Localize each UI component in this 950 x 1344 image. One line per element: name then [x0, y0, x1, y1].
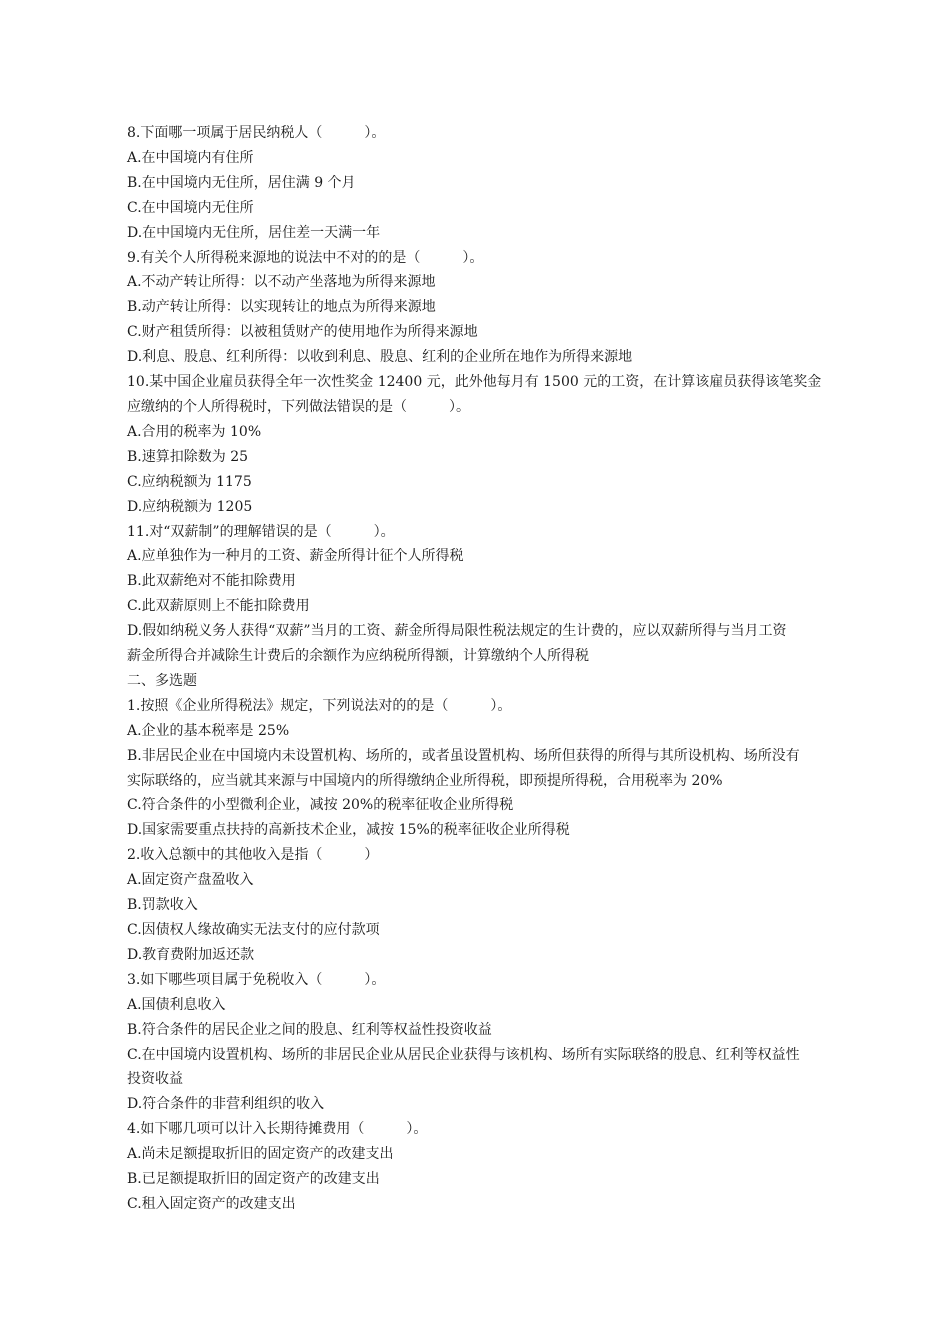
option-b: B.动产转让所得：以实现转让的地点为所得来源地 [127, 299, 436, 316]
option-d: D.在中国境内无住所，居住差一天满一年 [127, 224, 381, 241]
option-d: D.利息、股息、红利所得：以收到利息、股息、红利的企业所在地作为所得来源地 [127, 349, 633, 366]
option-c: C.在中国境内设置机构、场所的非居民企业从居民企业获得与该机构、场所有实际联络的股息、红利等权益性 [127, 1046, 800, 1063]
option-c: C.在中国境内无住所 [127, 199, 254, 216]
option-c: C.应纳税额为 1175 [127, 473, 252, 490]
option-b-continued: 实际联络的，应当就其来源与中国境内的所得缴纳企业所得税，即预提所得税，合用税率为 20% [127, 772, 723, 789]
option-c: C.财产租赁所得：以被租赁财产的使用地作为所得来源地 [127, 324, 478, 341]
option-d-continued: 薪金所得合并减除生计费后的余额作为应纳税所得额，计算缴纳个人所得税 [127, 648, 589, 665]
question-9: 9.有关个人所得税来源地的说法中不对的的是（ ）。 [127, 249, 484, 266]
option-b: B.此双薪绝对不能扣除费用 [127, 573, 296, 590]
option-a: A.国债利息收入 [127, 996, 226, 1013]
option-a: A.不动产转让所得：以不动产坐落地为所得来源地 [127, 274, 436, 291]
option-a: A.企业的基本税率是 25% [127, 722, 290, 739]
option-c-continued: 投资收益 [127, 1071, 183, 1088]
section-heading-multiple-choice: 二、多选题 [127, 672, 197, 689]
option-b: B.速算扣除数为 25 [127, 448, 249, 465]
option-c: C.此双薪原则上不能扣除费用 [127, 598, 310, 615]
option-d: D.应纳税额为 1205 [127, 498, 253, 515]
document-body [127, 121, 827, 1217]
mc-question-1: 1.按照《企业所得税法》规定，下列说法对的的是（ ）。 [127, 697, 512, 714]
option-c: C.因债权人缘故确实无法支付的应付款项 [127, 922, 380, 938]
option-d: D.假如纳税义务人获得“双薪”当月的工资、薪金所得局限性税法规定的生计费的，应以双薪所得与当月工资 [127, 623, 787, 640]
option-c: C.租入固定资产的改建支出 [127, 1195, 296, 1212]
option-b: B.罚款收入 [127, 897, 198, 914]
question-11: 11.对“双薪制”的理解错误的是（ ）。 [127, 523, 395, 540]
mc-question-4: 4.如下哪几项可以计入长期待摊费用（ ）。 [127, 1121, 428, 1138]
option-a: A.合用的税率为 10% [127, 423, 262, 440]
question-10-continued: 应缴纳的个人所得税时，下列做法错误的是（ ）。 [127, 398, 470, 415]
mc-question-3: 3.如下哪些项目属于免税收入（ ）。 [127, 971, 386, 988]
option-b: B.在中国境内无住所，居住满 9 个月 [127, 174, 356, 191]
option-a: A.尚未足额提取折旧的固定资产的改建支出 [127, 1146, 394, 1163]
option-b: B.符合条件的居民企业之间的股息、红利等权益性投资收益 [127, 1021, 492, 1038]
option-c: C.符合条件的小型微利企业，减按 20%的税率征收企业所得税 [127, 797, 514, 814]
option-b: B.已足额提取折旧的固定资产的改建支出 [127, 1171, 380, 1188]
question-8: 8.下面哪一项属于居民纳税人（ ）。 [127, 125, 386, 141]
question-10: 10.某中国企业雇员获得全年一次性奖金 12400 元，此外他每月有 1500 元的工资，在计算该雇员获得该笔奖金 [127, 374, 822, 391]
option-a: A.固定资产盘盈收入 [127, 872, 254, 889]
mc-question-2: 2.收入总额中的其他收入是指（ ） [127, 847, 379, 864]
option-b: B.非居民企业在中国境内未设置机构、场所的，或者虽设置机构、场所但获得的所得与其所设机构、场所没有 [127, 747, 800, 764]
option-a: A.应单独作为一种月的工资、薪金所得计征个人所得税 [127, 548, 464, 565]
option-d: D.国家需要重点扶持的高新技术企业，减按 15%的税率征收企业所得税 [127, 822, 570, 839]
option-a: A.在中国境内有住所 [127, 149, 254, 166]
option-d: D.教育费附加返还款 [127, 946, 255, 963]
option-d: D.符合条件的非营利组织的收入 [127, 1096, 325, 1113]
